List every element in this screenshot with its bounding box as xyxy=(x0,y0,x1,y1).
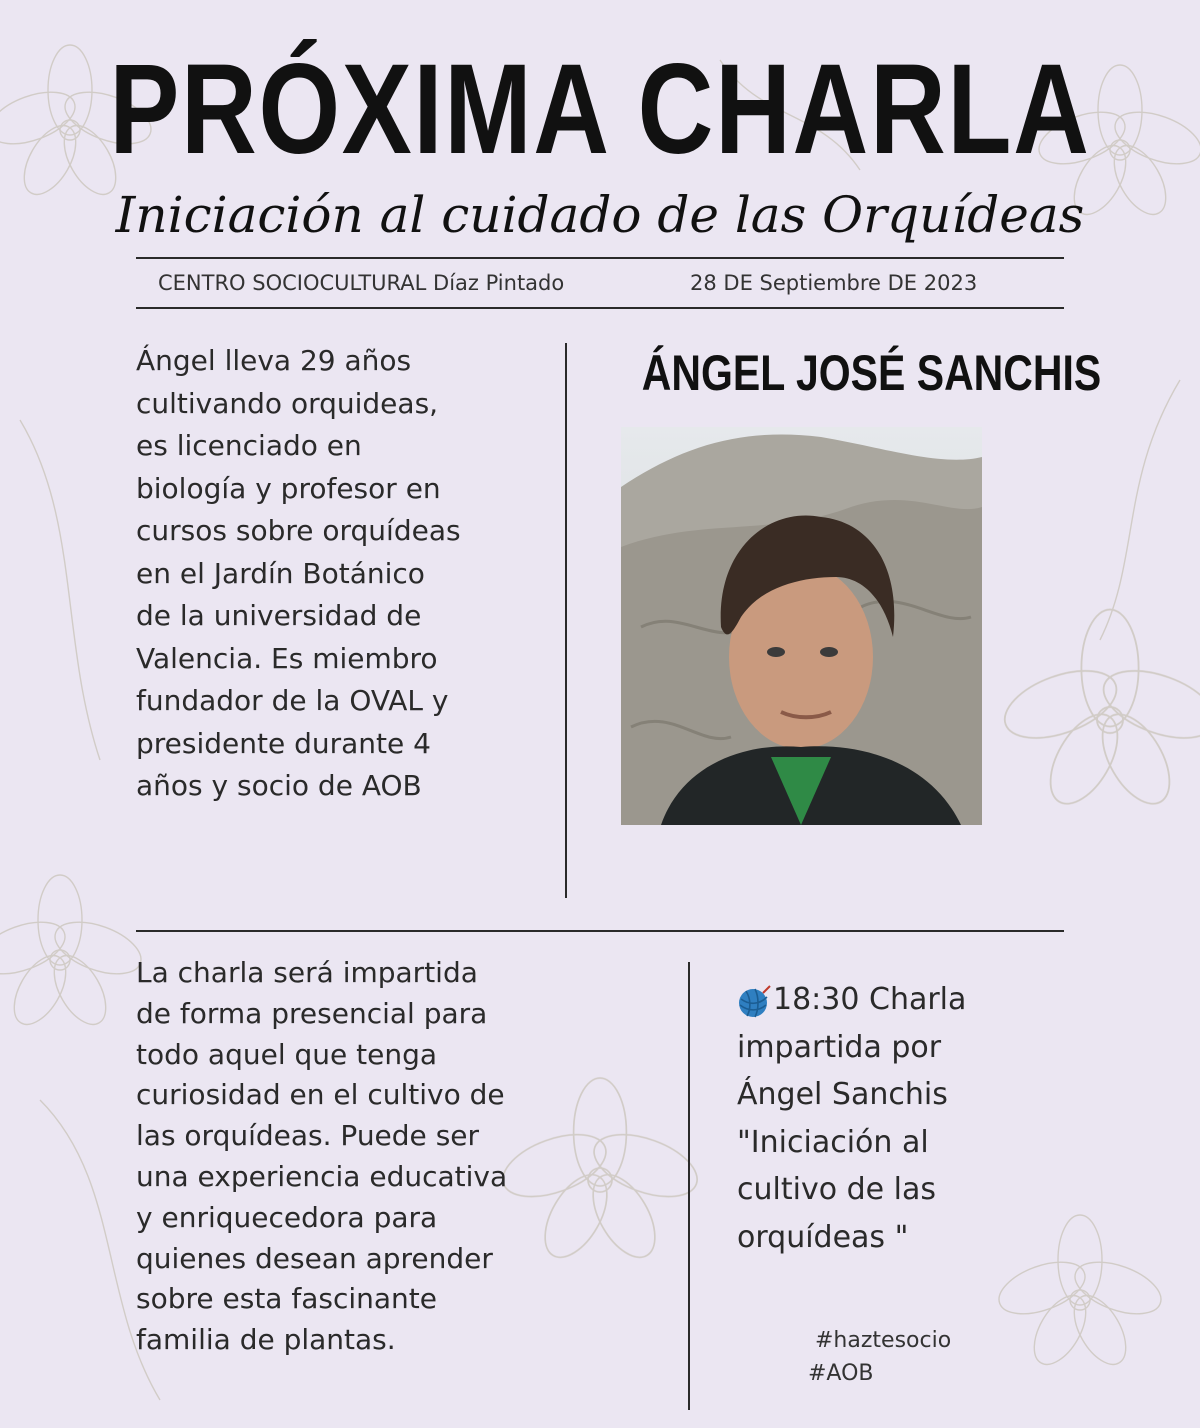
event-date: 28 DE Septiembre DE 2023 xyxy=(690,271,978,295)
divider-top xyxy=(136,257,1064,259)
speaker-photo xyxy=(621,427,982,825)
venue-text: CENTRO SOCIOCULTURAL Díaz Pintado xyxy=(158,271,565,295)
divider-meta xyxy=(136,307,1064,309)
divider-vertical-bottom xyxy=(688,962,690,1410)
divider-vertical-top xyxy=(565,343,567,898)
hashtag-haztesocio[interactable]: #haztesocio xyxy=(815,1328,952,1353)
speaker-bio: Ángel lleva 29 años cultivando orquideas, es licenciado en biología y profesor en cursos sobre orquídeas en el Jardín Botánico de la universidad de Valencia. Es miembro fundador de la OVAL y presidente durante 4 años y socio de AOB xyxy=(136,344,461,802)
schedule-text: 18:30 Charla impartida por Ángel Sanchis "Iniciación al cultivo de las orquídeas " xyxy=(737,982,967,1255)
speaker-name: ÁNGEL JOSÉ SANCHIS xyxy=(641,345,1102,401)
hashtag-aob[interactable]: #AOB xyxy=(808,1361,874,1386)
event-description: La charla será impartida de forma presencial para todo aquel que tenga curiosidad en el cultivo de las orquídeas. Puede ser una experiencia educativa y enriquecedora para quienes desean aprender sobre esta fascinante familia de plantas. xyxy=(136,956,508,1357)
event-subtitle: Iniciación al cuidado de las Orquídeas xyxy=(115,186,1085,244)
divider-middle xyxy=(136,930,1064,932)
page-title: PRÓXIMA CHARLA xyxy=(109,38,1091,181)
